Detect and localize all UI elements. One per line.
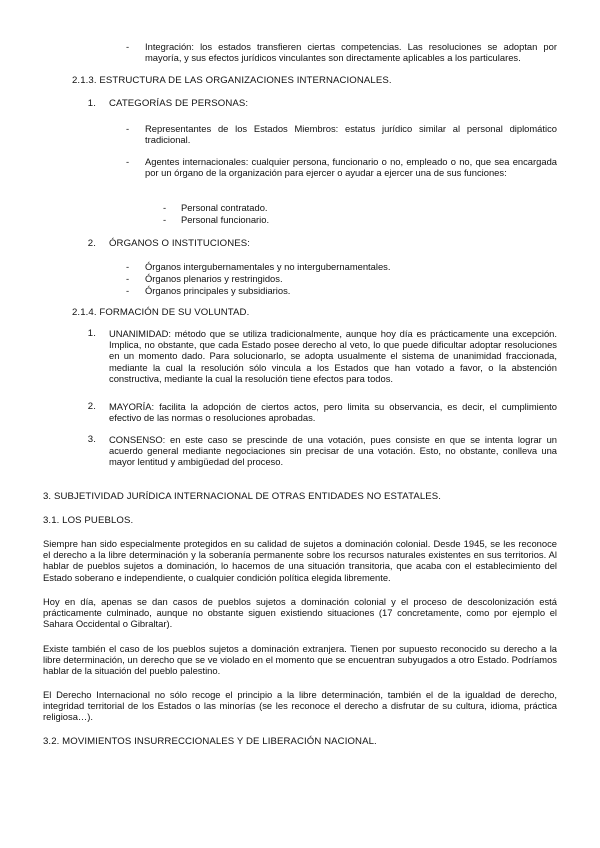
cat2-title: ÓRGANOS O INSTITUCIONES: [109,238,250,249]
cat1-number: 1. [87,98,96,109]
bullet-dash: - [126,123,130,134]
agents-item: Agentes internacionales: cualquier persona, funcionario o no, empleado o no, que sea encargada por un órgano de la organización para ejercer o ayudar a ejercer una de sus funciones: [145,156,557,179]
majority-item: MAYORÍA: facilita la adopción de ciertos actos, pero limita su observancia, es decir, el cumplimiento efectivo de las normas o resoluciones aprobadas. [109,401,557,424]
unanimity-item: UNANIMIDAD: método que se utiliza tradicionalmente, aunque hoy día es prácticamente una excepción. Implica, no obstante, que cada Estado posee derecho al veto, lo que puede dificultar adoptar resoluciones en un momento dado. Para solucionarlo, se adopta usualmente el sistema de unanimidad fraccionada, mediante la cual la resolución sólo vincula a los Estados que han votado a favor, o la abstención constructiva, mediante la cual la resolución tiene efectos para todos. [109,328,557,384]
heading-3: 3. SUBJETIVIDAD JURÍDICA INTERNACIONAL DE OTRAS ENTIDADES NO ESTATALES. [43,491,442,502]
paragraph-2: Hoy en día, apenas se dan casos de pueblos sujetos a dominación colonial y el proceso de descolonización está prácticamente culminado, aunque no obstante siguen existiendo situaciones (17 concretamente, como por ejemplo el Sahara Occidental o Gibraltar). [43,596,557,630]
organs-item-3: Órganos principales y subsidiarios. [145,285,291,296]
vote-number-1: 1. [87,328,96,339]
integration-item: Integración: los estados transfieren ciertas competencias. Las resoluciones se adoptan por mayoría, y sus efectos jurídicos vinculantes son directamente aplicables a los particulares. [145,41,557,64]
cat1-title: CATEGORÍAS DE PERSONAS: [109,98,249,109]
organs-item-1: Órganos intergubernamentales y no intergubernamentales. [145,261,391,272]
paragraph-3: Existe también el caso de los pueblos sujetos a dominación extranjera. Tienen por supuesto reconocido su derecho a la libre determinación, un derecho que se ve violado en el momento que se encuentran subyugados a otro Estado. Podríamos hablar de la situación del pueblo palestino. [43,643,557,677]
bullet-dash: - [126,156,130,167]
contracted-staff-item: Personal contratado. [181,202,268,213]
vote-number-3: 3. [87,434,96,445]
heading-2-1-3: 2.1.3. ESTRUCTURA DE LAS ORGANIZACIONES INTERNACIONALES. [72,75,392,86]
vote-number-2: 2. [87,401,96,412]
bullet-dash: - [163,202,167,213]
bullet-dash: - [126,273,130,284]
heading-3-1: 3.1. LOS PUEBLOS. [43,515,134,526]
bullet-dash: - [163,214,167,225]
consensus-item: CONSENSO: en este caso se prescinde de una votación, pues consiste en que se intenta lograr un acuerdo general mediante negociaciones sin precisar de una votación. Esto, no obstante, conlleva una mayor lentitud y ambigüedad del proceso. [109,434,557,468]
civil-servant-staff-item: Personal funcionario. [181,214,270,225]
paragraph-1: Siempre han sido especialmente protegidos en su calidad de sujetos a dominación colonial. Desde 1945, se les reconoce el derecho a la libre determinación y la soberanía permanente sobre los recursos naturales existentes en sus territorios. Al hablar de pueblos sujetos a dominación, lo hacemos de una situación transitoria, que acaba con el establecimiento del Estado soberano e independiente, o cualquier condición política elegida libremente. [43,538,557,583]
heading-2-1-4: 2.1.4. FORMACIÓN DE SU VOLUNTAD. [72,307,250,318]
organs-item-2: Órganos plenarios y restringidos. [145,273,283,284]
representatives-item: Representantes de los Estados Miembros: estatus jurídico similar al personal diplomático tradicional. [145,123,557,146]
bullet-dash: - [126,261,130,272]
cat2-number: 2. [87,238,96,249]
paragraph-4: El Derecho Internacional no sólo recoge el principio a la libre determinación, también el de la igualdad de derecho, integridad territorial de los Estados o las minorías (se les reconoce el derecho a disfrutar de su cultura, idioma, práctica religiosa…). [43,689,557,723]
bullet-dash: - [126,41,130,52]
bullet-dash: - [126,285,130,296]
heading-3-2: 3.2. MOVIMIENTOS INSURRECCIONALES Y DE LIBERACIÓN NACIONAL. [43,736,377,747]
